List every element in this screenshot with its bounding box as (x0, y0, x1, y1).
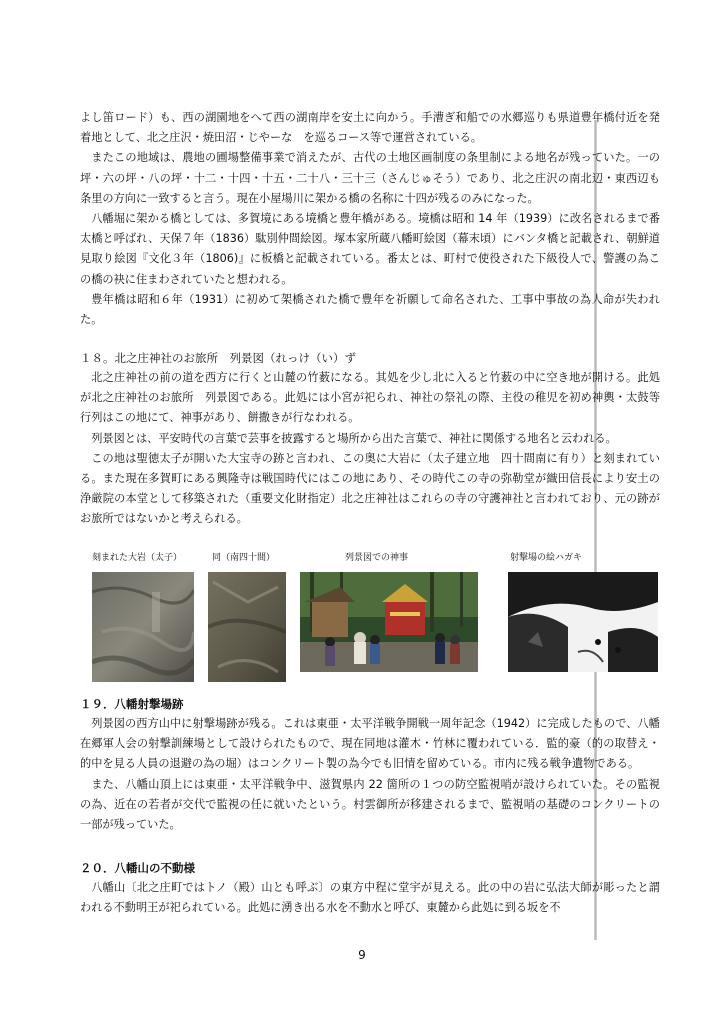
section-heading: １８。北之庄神社のお旅所 列景図（れっけ（い）ず (80, 351, 356, 365)
photo-caption: 同（南四十間） (212, 553, 276, 563)
photo-caption: 刻まれた大岩（太子） (92, 553, 183, 563)
paragraph: 豊年橋は昭和６年（1931）に初めて架橋された橋で豊年を祈願して命名された、工事中事故の為人命が失われた。 (80, 292, 660, 327)
photo-caption: 列景図での神事 (345, 553, 409, 563)
paragraph: またこの地域は、農地の圃場整備事業で消えたが、古代の土地区画制度の条里制による地名が残っていた。一の坪・六の坪・八の坪・十二・十四・十五・二十八・三十三（さんじゅそう）であり、北之庄沢の南北辺・東西辺も条里の方向に一致すると言う。現在小屋場川に架かる橋の名称に十四が残るのみになった。 (80, 151, 660, 205)
photo-caption: 射撃場の絵ハガキ (510, 553, 583, 563)
festival-ritual-photo (300, 572, 478, 672)
section-20-text (80, 878, 660, 918)
paragraph: 北之庄神社の前の道を西方に行くと山麓の竹薮になる。其処を少し北に入ると竹薮の中に空き地が開ける。此処が北之庄神社のお旅所 列景図である。此処には小宮が祀られ、神社の祭礼の際、主役の稚児を初め神輿・太鼓等行列はこの地にて、神事があり、餅撒きが行なわれる。 (80, 371, 660, 425)
section-heading: ２０．八幡山の不動様 (80, 861, 195, 875)
shooting-range-postcard-photo (508, 572, 658, 672)
paragraph: この地は聖徳太子が開いた大宝寺の跡と言われ、この奥に大岩に（太子建立地 四十間南に有り）と刻まれている。また現在多賀町にある興隆寺は戦国時代にはこの地にあり、その時代この寺の弥勒堂が織田信長により安土の浄厳院の本堂として移築された（重要文化財指定）北之庄神社はこれらの寺の守護神社と言われており、元の跡がお旅所ではないかと考えられる。 (80, 451, 660, 526)
paragraph: 列景図とは、平安時代の言葉で芸事を披露すると場所から出た言葉で、神社に関係する地名と云われる。 (91, 431, 617, 445)
section-19-text (80, 714, 660, 835)
section-heading: １９．八幡射撃場跡 (80, 697, 184, 711)
section-18-text (80, 368, 660, 530)
intro-text (80, 108, 660, 330)
paragraph: また、八幡山頂上には東亜・太平洋戦争中、滋賀県内 22 箇所の１つの防空監視哨が設けられていた。その監視の為、近在の若者が交代で監視の任に就いたという。村雲御所が移建されるまで、監視哨の基礎のコンクリートの一部が残っていた。 (80, 777, 660, 832)
carved-rock-photo (92, 572, 194, 682)
page-number: 9 (358, 948, 366, 962)
paragraph: 列景図の西方山中に射撃場跡が残る。これは東亜・太平洋戦争開戦一周年記念（1942）に完成したもので、八幡在郷軍人会の射撃訓練場として設けられたもので、現在同地は灌木・竹林に覆われている．監的豪（的の取替え・的中を見る人員の退避の為の堀）はコンクリート製の為今でも旧情を留めている。市内に残る戦争遺物である。 (80, 717, 660, 771)
rock-south-photo (208, 572, 286, 682)
paragraph: 八幡山〔北之庄町ではトノ（殿）山とも呼ぶ〕の東方中程に堂宇が見える。此の中の岩に弘法大師が彫ったと謂われる不動明王が祀られている。此処に湧き出る水を不動水と呼び、東麓から此処に到る坂を不 (80, 881, 660, 915)
paragraph: 八幡堀に架かる橋としては、多賀境にある境橋と豊年橋がある。境橋は昭和 14 年（1939）に改名されるまで番太橋と呼ばれ、天保７年（1836）駄別仲間絵図。塚本家所蔵八幡町絵図（幕末頃）にバンタ橋と記載され、朝鮮道見取り絵図『文化３年（1806)』に板橋と記載されている。番太とは、町村で使役された下級役人で、警護の為この橋の袂に住まわされていたと想われる。 (80, 212, 660, 286)
paragraph: よし笛ロード）も、西の湖園地をへて西の湖南岸を安土に向かう。手漕ぎ和船での水郷巡りも県道豊年橋付近を発着地として、北之庄沢・焼田沼・じやーな を巡るコース等で運営されている。 (80, 111, 660, 145)
